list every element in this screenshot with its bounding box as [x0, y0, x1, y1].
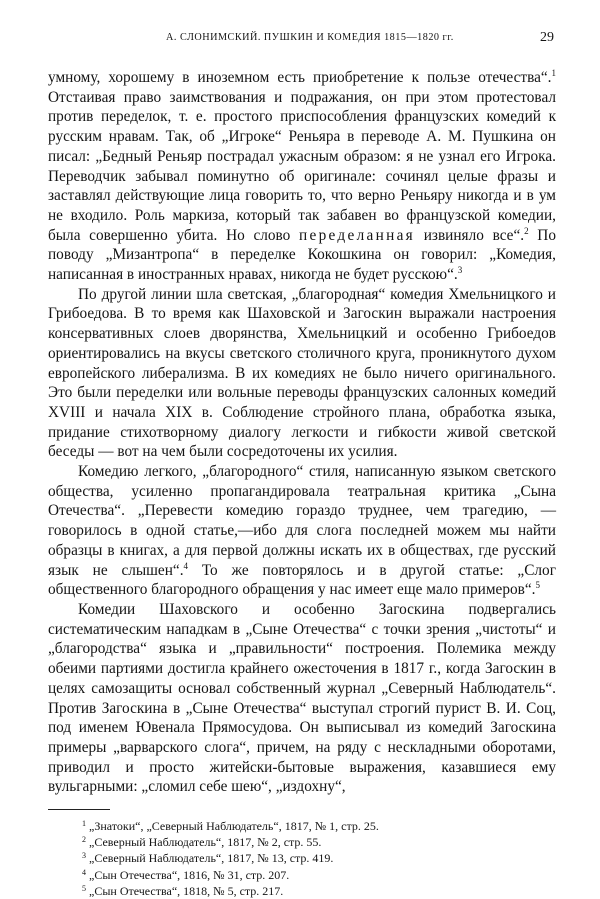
footnote-ref-2: 2	[524, 225, 529, 236]
footnote-5	[82, 883, 556, 899]
footnote-number: 4	[82, 867, 86, 877]
footnote-number: 2	[82, 835, 86, 845]
paragraph-1-text-a: умному, хорошему в иноземном есть приобретение к пользе отечества“.	[48, 69, 552, 86]
footnotes	[82, 818, 556, 899]
footnote-text: „Сын Отечества“, 1818, № 5, стр. 217.	[89, 883, 284, 898]
paragraph-1-text-b: Отстаивая право заимствования и подражания, он при этом протестовал против переделок, т. е. простого приспособления французских комедий к русским нравам. Так, об „Игроке“ Реньяра в переводе А. М. Пушкина он писал: „Бедный Реньяр пострадал ужасным образом: я не узнал его Игрока. Переводчик забывал поминутно об оригинале: сочинял целые фразы и заставлял действующие лица говорить то, что верно Реньяру никогда и в ум не входило. Роль маркиза, который так забавен во французской комедии, была совершенно убита. Но слово	[48, 88, 556, 244]
running-title: А. СЛОНИМСКИЙ. ПУШКИН И КОМЕДИЯ 1815—1820 гг.	[166, 32, 454, 43]
paragraph-1-text-d: По поводу „Мизантропа“ в переделке Кокошкина он говорил: „Комедия, написанная в иностранных нравах, никогда не будет русскою“.	[48, 226, 556, 284]
footnote-1	[82, 818, 556, 834]
paragraph-3	[48, 462, 556, 600]
footnote-text: „Северный Наблюдатель“, 1817, № 2, стр. 55.	[89, 835, 322, 850]
running-head	[48, 30, 556, 52]
footnote-number: 5	[82, 883, 86, 893]
footnote-3	[82, 850, 556, 866]
footnote-2	[82, 834, 556, 850]
body-text	[48, 68, 556, 797]
footnote-number: 3	[82, 851, 86, 861]
book-page	[48, 30, 556, 899]
paragraph-2	[48, 285, 556, 462]
paragraph-2-text: По другой линии шла светская, „благородная“ комедия Хмельницкого и Грибоедова. В то время как Шаховской и Загоскин выражали настроения консервативных слоев дворянства, Хмельницкий и особенно Грибоедов ориентировались на вкусы светского столичного круга, проникнутого духом европейского либерализма. В их комедиях не было ничего оригинального. Это были переделки или вольные переводы французских салонных комедий XVIII и начала XIX в. Соблюдение стройного плана, обработка языка, придание стихотворному диалогу легкости и гибкости живой светской беседы — вот на чем были сосредоточены их усилия.	[48, 285, 556, 461]
paragraph-3-text-b: То же повторялось и в другой статье: „Слог общественного благородного обращения у нас имеет еще мало примеров“.	[48, 561, 556, 599]
footnote-ref-5: 5	[535, 580, 540, 591]
footnote-ref-4: 4	[183, 560, 189, 571]
paragraph-4-text: Комедии Шаховского и особенно Загоскина подвергались систематическим нападкам в „Сыне Отечества“ с точки зрения „чистоты“ и „благородства“ языка и „правильности“ построения. Полемика между обеими партиями достигла крайнего ожесточения в 1817 г., когда Загоскин в целях самозащиты основал собственный журнал „Северный Наблюдатель“. Против Загоскина в „Сыне Отечества“ выступал строгий пурист В. И. Соц, под именем Ювенала Прямосудова. Он выписывал из комедий Загоскина примеры „варварского слога“, причем, на ряду с нескладными оборотами, приводил и просто житейски-бытовые выражения, казавшиеся ему вульгарными: „сломил себе шею“, „издохну“,	[48, 600, 556, 796]
footnote-divider	[48, 809, 110, 810]
paragraph-3-text-a: Комедию легкого, „благородного“ стиля, написанную языком светского общества, усиленно пропагандировала театральная критика „Сына Отечества“. „Перевести комедию гораздо труднее, чем трагедию, — говорилось в одной статье,—ибо для слога последней можем мы найти образцы в книгах, а для первой должны искать их в обществах, где русский язык не слышен“.	[48, 463, 556, 579]
page-number: 29	[540, 30, 554, 45]
footnote-text: „Знатоки“, „Северный Наблюдатель“, 1817, № 1, стр. 25.	[89, 819, 379, 834]
footnote-number: 1	[82, 819, 86, 829]
paragraph-1	[48, 68, 556, 285]
footnote-text: „Северный Наблюдатель“, 1817, № 13, стр. 419.	[89, 851, 334, 866]
emphasized-word: переделанная	[299, 226, 416, 244]
footnote-text: „Сын Отечества“, 1816, № 31, стр. 207.	[89, 867, 290, 882]
footnote-4	[82, 867, 556, 883]
paragraph-1-text-c: извиняло все“.	[415, 226, 525, 244]
footnote-ref-1: 1	[551, 68, 556, 78]
footnote-ref-3: 3	[457, 265, 463, 276]
paragraph-4	[48, 600, 556, 797]
